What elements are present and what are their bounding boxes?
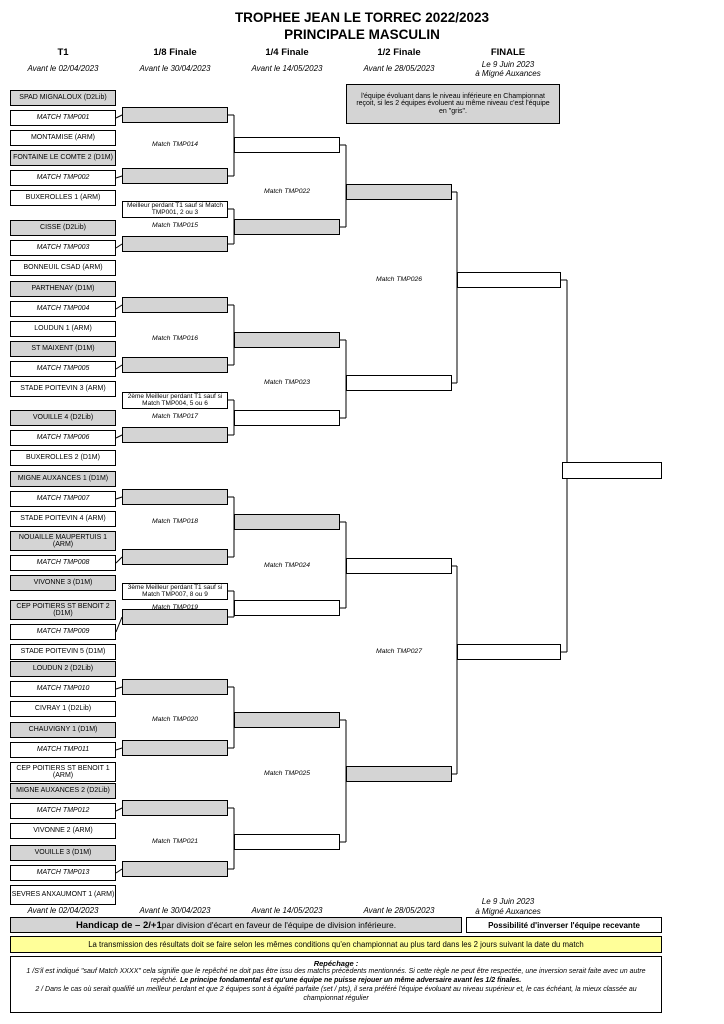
final-slot [457,272,561,288]
r16-slot [122,427,228,443]
col-header-qf: 1/4 Finale [265,47,309,58]
r16-match-label: Match TMP014 [151,141,199,148]
t1-match: MATCH TMP013 [10,865,116,881]
transmission-bar: La transmission des résultats doit se faire selon les mêmes conditions qu'en championnat au plus tard dans les 2 jours suivant la date du match [10,936,662,953]
t1-team-top: CHAUVIGNY 1 (D1M) [10,722,116,738]
qf-slot [234,514,340,530]
col-date-qf: Avant le 14/05/2023 [251,64,323,73]
sf-slot [346,766,452,782]
footer-final-date: Le 9 Juin 2023 [481,897,535,906]
qf-slot [234,410,340,426]
qf-match-label: Match TMP022 [263,188,311,195]
t1-match: MATCH TMP004 [10,301,116,317]
col-place-final: à Migné Auxances [475,69,541,78]
col-header-sf: 1/2 Finale [377,47,421,58]
repechage-rule-1 [19,968,653,986]
t1-team-bottom: CEP POITIERS ST BENOIT 1 (ARM) [10,762,116,782]
qf-slot [234,137,340,153]
r16-slot [122,489,228,505]
t1-match: MATCH TMP008 [10,555,116,571]
sf-match-label: Match TMP026 [375,276,423,283]
repechage-note-1: Meilleur perdant T1 sauf si Match TMP001, 2 ou 3 [122,201,228,218]
r16-slot [122,740,228,756]
col-header-r16: 1/8 Finale [153,47,197,58]
qf-match-label: Match TMP025 [263,770,311,777]
t1-team-top: CEP POITIERS ST BENOIT 2 (D1M) [10,600,116,620]
r16-slot [122,107,228,123]
col-date-final: Le 9 Juin 2023 [481,60,535,69]
footer-date-t1: Avant le 02/04/2023 [27,906,99,915]
r16-match-label: Match TMP018 [151,518,199,525]
col-date-sf: Avant le 28/05/2023 [363,64,435,73]
t1-match: MATCH TMP012 [10,803,116,819]
t1-team-bottom: STADE POITEVIN 4 (ARM) [10,511,116,527]
r16-slot [122,861,228,877]
sf-slot [346,558,452,574]
t1-team-bottom: STADE POITEVIN 5 (D1M) [10,644,116,660]
qf-slot [234,332,340,348]
col-header-t1: T1 [57,47,69,58]
t1-team-top: LOUDUN 2 (D2Lib) [10,661,116,677]
t1-match: MATCH TMP003 [10,240,116,256]
footer-date-r16: Avant le 30/04/2023 [139,906,211,915]
footer-date-qf: Avant le 14/05/2023 [251,906,323,915]
champion-slot [562,462,662,479]
r16-match-label: Match TMP021 [151,838,199,845]
repechage-rule-1b: Le principe fondamental est qu'une équipe ne puisse rejouer un même adversaire avant les 1/2 finales. [179,977,522,985]
t1-team-bottom: STADE POITEVIN 3 (ARM) [10,381,116,397]
handicap-bar [10,917,462,933]
repechage-title: Repéchage : [313,959,359,968]
r16-slot [122,800,228,816]
t1-team-top: MIGNE AUXANCES 1 (D1M) [10,471,116,487]
r16-slot [122,168,228,184]
r16-slot [122,236,228,252]
repechage-note-2: 2ème Meilleur perdant T1 sauf si Match TMP004, 5 ou 6 [122,392,228,409]
t1-team-bottom: VIVONNE 2 (ARM) [10,823,116,839]
qf-slot [234,600,340,616]
qf-match-label: Match TMP024 [263,562,311,569]
qf-slot [234,834,340,850]
title-line2: PRINCIPALE MASCULIN [284,27,440,42]
t1-team-top: VOUILLE 3 (D1M) [10,845,116,861]
repechage-rule-1a: 1 /S'il est indiqué "sauf Match XXXX" cela signifie que le repêché ne doit pas être issu des matchs précédents mentionnés. Si cette règle ne peut être respectée, une inversion serait faite avec un autre repêché. [26,968,646,985]
t1-match: MATCH TMP006 [10,430,116,446]
sf-slot [346,375,452,391]
t1-team-bottom: LOUDUN 1 (ARM) [10,321,116,337]
info-note: l'équipe évoluant dans le niveau inférieure en Championnat reçoit, si les 2 équipes évoluent au même niveau c'est l'équipe en "gris". [346,84,560,124]
t1-team-bottom: MONTAMISE (ARM) [10,130,116,146]
handicap-bold: Handicap de – 2/+1 [75,919,162,931]
t1-team-bottom: CIVRAY 1 (D2Lib) [10,701,116,717]
t1-match: MATCH TMP002 [10,170,116,186]
r16-slot [122,297,228,313]
repechage-box [10,956,662,1013]
inversion-box: Possibilité d'inverser l'équipe recevante [466,917,662,933]
t1-team-bottom: BUXEROLLES 1 (ARM) [10,190,116,206]
t1-team-top: MIGNE AUXANCES 2 (D2Lib) [10,783,116,799]
footer-final-place: à Migné Auxances [475,907,541,916]
handicap-text: par division d'écart en faveur de l'équipe de division inférieure. [161,920,397,930]
sf-slot [346,184,452,200]
r16-match-label: Match TMP020 [151,716,199,723]
sf-match-label: Match TMP027 [375,648,423,655]
r16-slot [122,549,228,565]
t1-team-bottom: VIVONNE 3 (D1M) [10,575,116,591]
col-header-final: FINALE [490,47,526,58]
r16-slot [122,679,228,695]
t1-match: MATCH TMP005 [10,361,116,377]
t1-team-bottom: SEVRES ANXAUMONT 1 (ARM) [10,885,116,905]
r16-slot [122,357,228,373]
t1-team-bottom: BONNEUIL CSAD (ARM) [10,260,116,276]
t1-match: MATCH TMP007 [10,491,116,507]
t1-team-top: VOUILLE 4 (D2Lib) [10,410,116,426]
repechage-note-3: 3ème Meilleur perdant T1 sauf si Match TMP007, 8 ou 9 [122,583,228,600]
t1-team-top: SPAD MIGNALOUX (D2Lib) [10,90,116,106]
r16-slot [122,609,228,625]
qf-match-label: Match TMP023 [263,379,311,386]
repechage-rule-2: 2 / Dans le cas où serait qualifié un meilleur perdant et que 2 équipes sont à égalité parfaite (set / pts), il sera préféré l'équipe évoluant au niveau supérieur et, le cas échéant, la mieux classée au championnat régulier [35,985,637,1002]
col-date-t1: Avant le 02/04/2023 [27,64,99,73]
t1-match: MATCH TMP009 [10,624,116,640]
t1-match: MATCH TMP001 [10,110,116,126]
r16-match-label: Match TMP015 [151,222,199,229]
qf-slot [234,219,340,235]
t1-team-top: ST MAIXENT (D1M) [10,341,116,357]
title-line1: TROPHEE JEAN LE TORREC 2022/2023 [234,10,490,25]
col-date-r16: Avant le 30/04/2023 [139,64,211,73]
final-slot [457,644,561,660]
t1-team-bottom: BUXEROLLES 2 (D1M) [10,450,116,466]
r16-match-label: Match TMP016 [151,335,199,342]
t1-match: MATCH TMP011 [10,742,116,758]
t1-team-top: PARTHENAY (D1M) [10,281,116,297]
footer-date-sf: Avant le 28/05/2023 [363,906,435,915]
qf-slot [234,712,340,728]
t1-match: MATCH TMP010 [10,681,116,697]
r16-match-label: Match TMP017 [151,413,199,420]
r16-match-label: Match TMP019 [151,604,199,611]
t1-team-top: FONTAINE LE COMTE 2 (D1M) [10,150,116,166]
t1-team-top: NOUAILLE MAUPERTUIS 1 (ARM) [10,531,116,551]
t1-team-top: CISSE (D2Lib) [10,220,116,236]
